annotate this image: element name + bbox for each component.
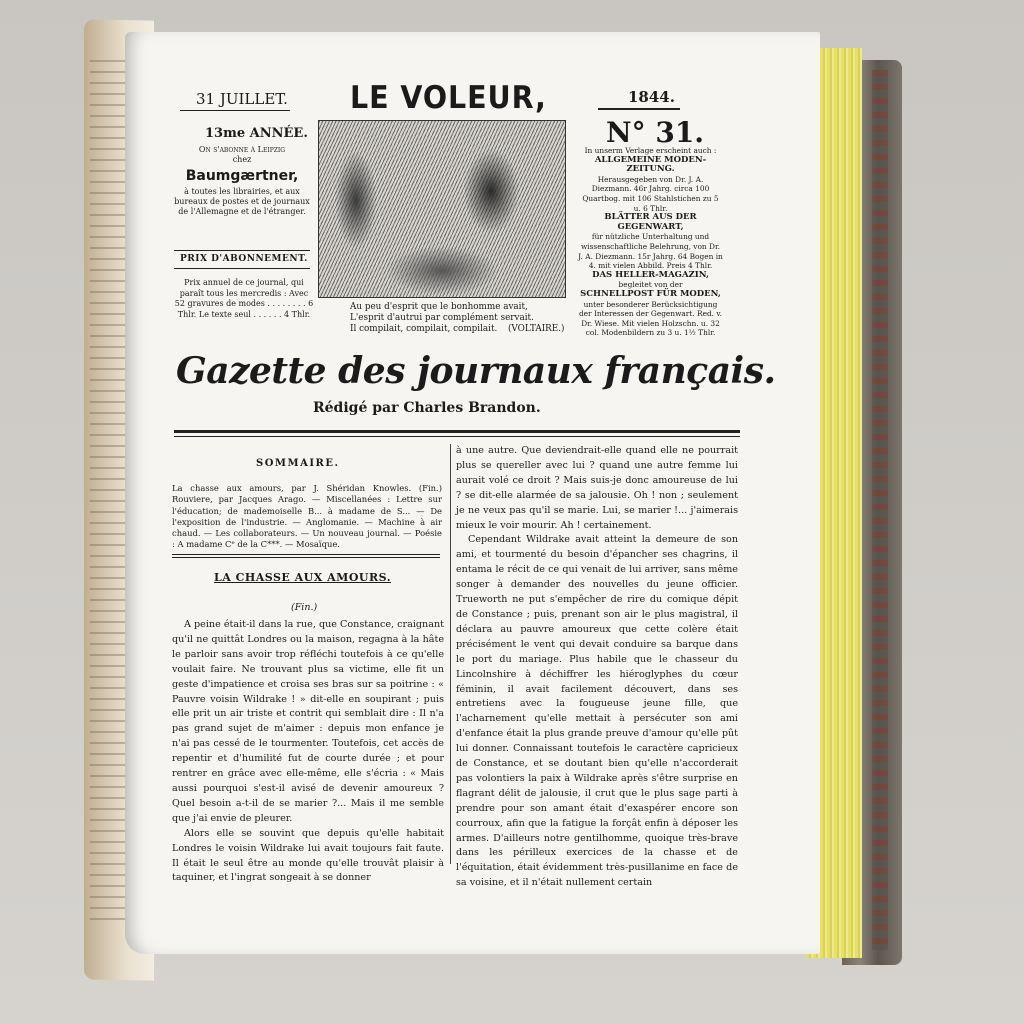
- annee-label: 13me ANNÉE.: [205, 126, 308, 141]
- article-paragraph: A peine était-il dans la rue, que Constance, craignant qu'il ne quittât Londres ou la maison, regagna à la hâte le parloir sans avoir trop réfléchi toutefois à ce qu'elle voulait faire. Ne trouvant plus sa victime, elle fit un geste d'impatience et croisa ses bras sur sa poitrine : « Pauvre voisin Wildrake ! » dit-elle en soupirant ; puis elle prit un air triste et contrit qui semblait dire : Il n'a pas grand sujet de m'aimer : depuis mon enfance je n'ai pas cessé de le tourmenter. Toutefois, cet accès de repentir et d'humilité fut de courte durée ; et pour rentrer en grâce avec elle-même, elle s'écria : « Mais aussi pourquoi s'est-il avisé de devenir amoureux ? Quel besoin a-t-il de se marier ?... Mais il me semble que j'ai envie de pleurer.: [172, 619, 444, 824]
- ad-text-4: unter besonderer Berücksichtigung der Interessen der Gegenwart. Red. v. Dr. Wiese. Mit vielen Holzschn. u. 32 col. Modenbildern zu 3 u. 1½ Thlr.: [578, 299, 723, 338]
- gazette-headline: Gazette des journaux français.: [176, 350, 776, 392]
- ad-text-3: begleitet von der: [618, 280, 683, 290]
- ad-title-2: BLÄTTER AUS DER GEGENWART,: [604, 212, 697, 232]
- ad-text-1: Herausgegeben von Dr. J. A. Diezmann. 46r Jahrg. circa 100 Quartbog. mit 106 Stahlstichen zu 5 u. 6 Thlr.: [582, 174, 719, 213]
- publisher-name: Baumgærtner,: [185, 168, 299, 184]
- issue-year: 1844.: [628, 88, 675, 106]
- ad-title-3: DAS HELLER-MAGAZIN,: [592, 269, 709, 280]
- prix-rule-bottom: [174, 268, 310, 269]
- issue-number: N° 31.: [606, 116, 705, 149]
- article-title: LA CHASSE AUX AMOURS.: [214, 571, 392, 584]
- prix-rule-top: [174, 250, 310, 251]
- article-paragraph: Alors elle se souvint que depuis qu'elle habitait Londres le voisin Wildrake lui avait toujours fait faute. Il était le seul être au monde qu'elle trouvât plaisir à taquiner, et l'ingrat songeait à se donner: [172, 827, 444, 884]
- epigraph-line3: Il compilait, compilait, compilait.: [350, 324, 498, 334]
- ad-title-1: ALLGEMEINE MODEN-ZEITUNG.: [594, 154, 707, 175]
- subscription-info: [172, 145, 312, 217]
- main-rule-thin: [174, 436, 740, 437]
- prix-text: Prix annuel de ce journal, qui paraît tous les mercredis : Avec 52 gravures de modes . . . . . . . . 6 Thlr. Le texte seul . . . . . . 4 Thlr.: [174, 278, 314, 319]
- article-paragraph: Cependant Wildrake avait atteint la demeure de son ami, et tourmenté du besoin d'épancher ses chagrins, il entama le récit de ce qui venait de lui arriver, sans même songer à demander des nouvelles du jeune officier. Trueworth ne put s'empêcher de rire du comique dépit de Constance ; puis, prenant son air le plus magistral, il déclara au pauvre amoureux que cette colère était précisément le vent qui devait conduire sa barque dans le port du mariage. Plus habile que le chasseur du Lincolnshire à déchiffrer les hiéroglyphes du cœur féminin, il avait facilement découvert, dans ses entretiens avec la fougueuse jeune fille, que l'acharnement qu'elle mettait à persécuter son ami d'enfance était la plus grande preuve d'amour qu'elle pût lui donner. Connaissant toutefois le caractère capricieux de Constance, et se doutant bien qu'elle n'accorderait pas volontiers la paix à Wildrake après s'être surprise en flagrant délit de jalousie, il crut que le plus sage parti à prendre pour son amant était d'exaspérer encore son courroux, afin que la fatigue la forçât enfin à déposer les armes. D'ailleurs notre gentilhomme, quoique très-brave dans les périlleux exercices de la chasse et de l'équitation, était évidemment très-pusillanime en face de sa voisine, et il n'était nullement certain: [456, 534, 738, 889]
- sommaire-text: La chasse aux amours, par J. Shéridan Knowles. (Fin.) Rouviere, par Jacques Arago. — Miscellanées : Lettre sur l'éducation; de mademoiselle B... à madame de S... — De l'exposition de l'industrie. — Anglomanie. — Machine à air chaud. — Les collaborateurs. — Un nouveau journal. — Poésie : A madame Cᵉ de la C***. — Mosaïque.: [172, 483, 442, 550]
- article-column-right: [456, 444, 738, 891]
- editor-line: Rédigé par Charles Brandon.: [313, 400, 541, 416]
- sommaire-title: SOMMAIRE.: [256, 458, 340, 469]
- article-column-left: [172, 618, 444, 886]
- binding-marbling: [872, 70, 888, 950]
- subscription-line2: chez: [232, 155, 252, 164]
- newspaper-title: LE VOLEUR,: [350, 80, 547, 116]
- year-rule: [598, 108, 680, 110]
- subscription-line3: à toutes les librairies, et aux bureaux de postes et de journaux de l'Allemagne et de l'étranger.: [174, 187, 310, 216]
- subscription-line1: On s'abonne à Leipzig: [198, 145, 286, 154]
- issue-date: 31 JUILLET.: [196, 90, 288, 108]
- ad-title-4: SCHNELLPOST FÜR MODEN,: [580, 288, 721, 299]
- epigraph-line2: L'esprit d'autrui par complément servait.: [350, 313, 534, 323]
- column-divider: [450, 444, 451, 864]
- date-rule: [180, 110, 290, 111]
- sommaire-rule-1: [172, 554, 440, 555]
- ad-text-2: für nützliche Unterhaltung und wissenschaftliche Belehrung, von Dr. J. A. Diezmann. 15r Jahrg. 64 Bogen in 4. mit vielen Abbild. Preis 4 Thlr.: [578, 232, 723, 271]
- article-fin: (Fin.): [291, 602, 318, 613]
- ads-intro: In unserm Verlage erscheint auch :: [584, 146, 717, 155]
- sommaire-rule-2: [172, 557, 440, 558]
- masthead-engraving: [318, 120, 566, 298]
- article-paragraph: à une autre. Que deviendrait-elle quand elle ne pourrait plus se quereller avec lui ? quand une autre femme lui aurait volé ce droit ? Mais suis-je donc amoureuse de lui ? se dit-elle alarmée de sa jalousie. Oh ! non ; seulement je ne veux pas qu'il se marie. Lui, se marier !... j'aimerais mieux le voir mourir. Ah ! certainement.: [456, 445, 738, 531]
- epigraph-author: (VOLTAIRE.): [508, 324, 565, 334]
- epigraph: [350, 302, 565, 335]
- prix-title: PRIX D'ABONNEMENT.: [180, 254, 308, 264]
- publisher-ads: [578, 146, 723, 338]
- epigraph-line1: Au peu d'esprit que le bonhomme avait,: [350, 302, 528, 312]
- main-rule: [174, 430, 740, 433]
